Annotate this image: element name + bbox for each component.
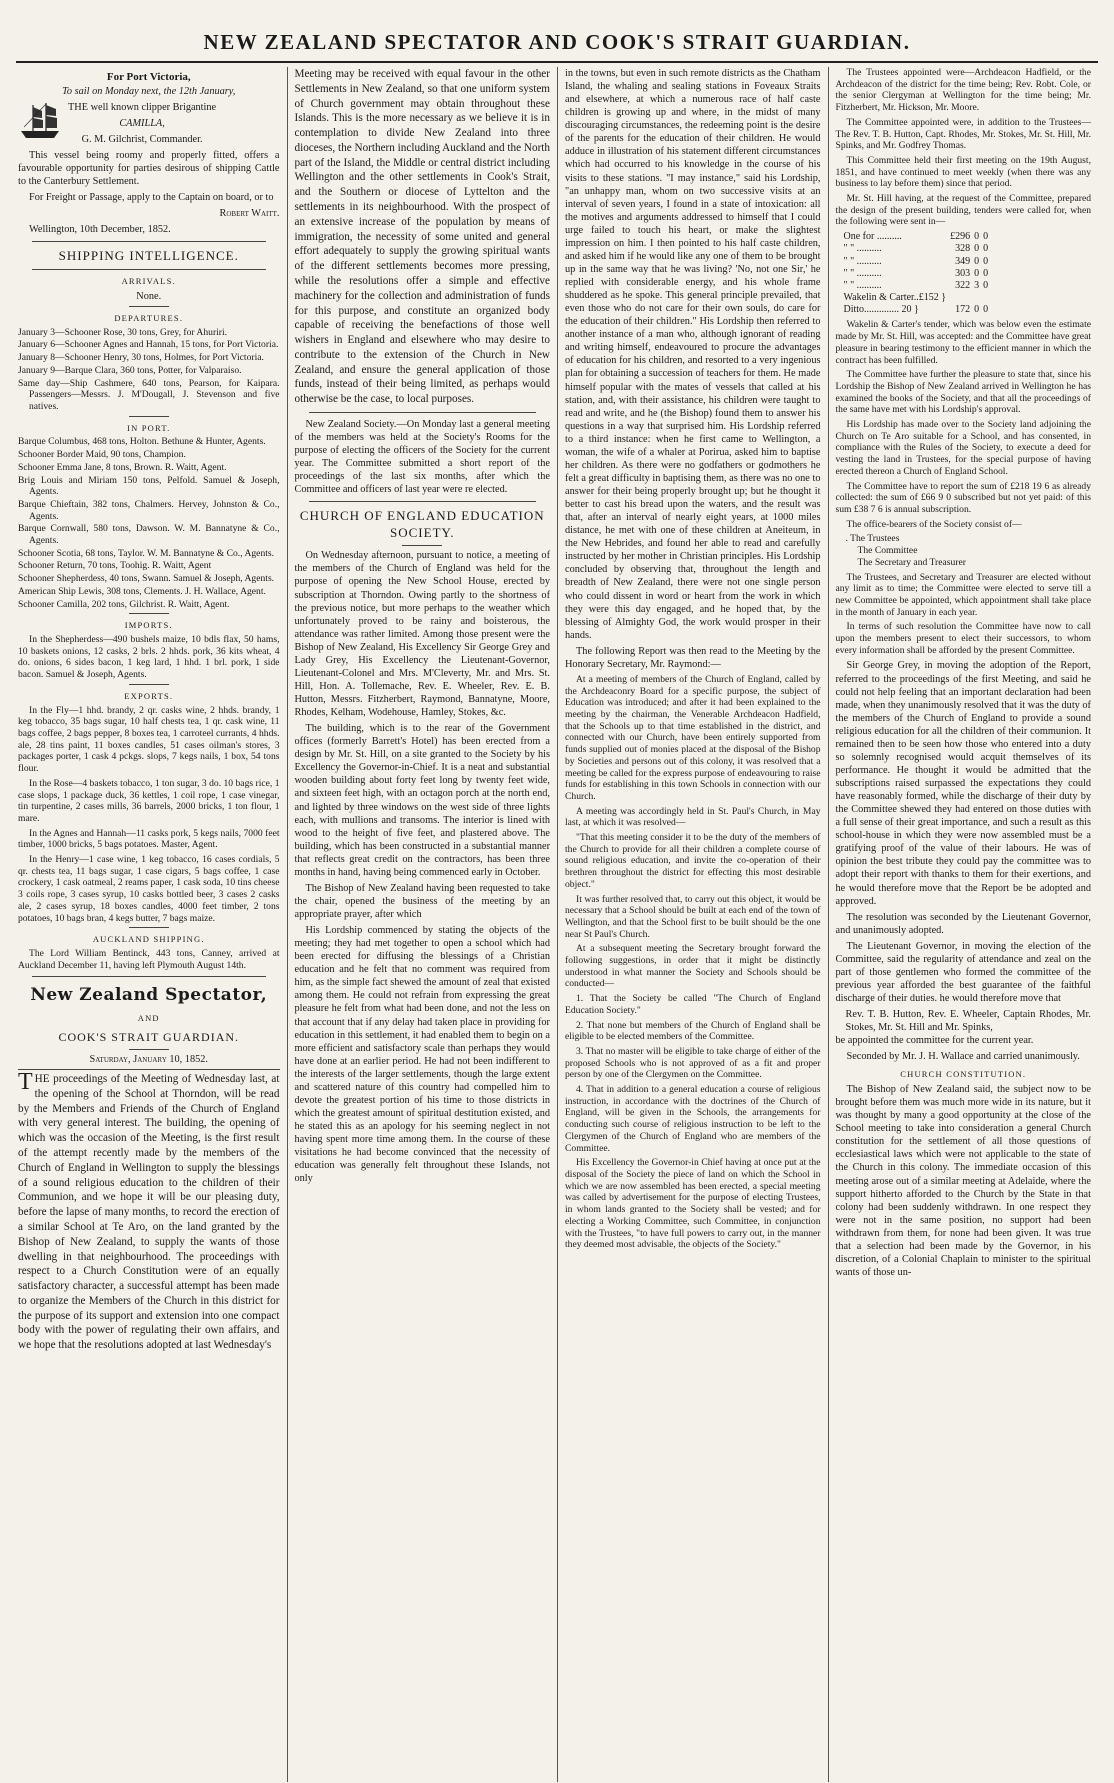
editorial-text [18, 1069, 280, 1353]
col4-paragraph-10: The Trustees, and Secretary and Treasurer are elected without any limit as to time; the Committee were elected to serve till a new Committee be appointed, which appointment shall take place in the month of January in each year. [835, 571, 1091, 618]
auckland-text: The Lord William Bentinck, 443 tons, Canney, arrived at Auckland December 11, having left Plymouth August 14th. [18, 948, 280, 971]
editorial-paper-name-2: COOK'S STRAIT GUARDIAN. [58, 1029, 240, 1044]
ceh-title: CHURCH OF ENGLAND EDUCATION SOCIETY. [299, 508, 545, 540]
arrivals-text: None. [136, 290, 162, 302]
tender-amount: 303 [955, 267, 971, 279]
col4-paragraph-4: Mr. St. Hill having, at the request of the Committee, prepared the design of the present building, tenders were called for, when the following were sent in— [835, 193, 1091, 228]
list-item: In the Agnes and Hannah—11 casks pork, 5 kegs nails, 7000 feet timber, 1000 bricks, 5 bags potatoes. Master, Agent. [18, 827, 280, 851]
advert-body-3: For Freight or Passage, apply to the Captain on board, or to [29, 192, 274, 204]
tender-label: One for .......... [843, 231, 902, 243]
list-item: Barque Chieftain, 382 tons, Chalmers. Hervey, Johnston & Co., Agents. [18, 498, 280, 522]
column-2 [287, 67, 558, 1782]
list-item: January 8—Schooner Henry, 30 tons, Holmes, for Port Victoria. [18, 352, 264, 364]
divider [309, 501, 537, 502]
table-row [842, 292, 991, 304]
report-paragraph-2: A meeting was accordingly held in St. Paul's Church, in May last, at which it was resolved— [565, 805, 821, 829]
tender-shillings [972, 292, 981, 304]
list-item: American Ship Lewis, 308 tons, Clements. J. H. Wallace, Agent. [18, 585, 266, 597]
exports-heading: EXPORTS. [124, 690, 174, 701]
advert-body-row [18, 101, 280, 149]
tender-pence: 0 [983, 243, 989, 255]
departures-heading: DEPARTURES. [114, 312, 184, 323]
list-item: In the Henry—1 case wine, 1 keg tobacco, 16 cases cordials, 5 qr. chests tea, 11 bags sugar, 1 case cigars, 5 bags coffee, 1 case crockery, 1 cask oatmeal, 2 reams paper, 1 cask soda, 10 tins cheese 3 coils rope, 3 cases syrup, 10 casks bottled beer, 3 cases 2 casks ale, 2 cases syrup, 18 boxes candles, 4000 feet timber, 2 tons potatoes, 10 bags bran, 4 kegs butter, 7 bags maize. [18, 854, 280, 924]
tender-amount: 349 [955, 255, 971, 267]
list-item: January 6—Schooner Agnes and Hannah, 15 tons, for Port Victoria. [18, 339, 279, 351]
divider [129, 1049, 169, 1050]
auckland-heading: AUCKLAND SHIPPING. [92, 934, 205, 945]
col4-paragraph-1: The Trustees appointed were—Archdeacon Hadfield, or the Archdeacon of the district for the time being; Rev. Robt. Cole, or the senior Clergyman at Wellington for the time being; Mr. Fitzherbert, Mr. Hickson, Mr. Moore. [835, 67, 1091, 114]
tender-pence: 0 [983, 255, 989, 267]
col4-paragraph-13: The resolution was seconded by the Lieutenant Governor, and unanimously adopted. [835, 911, 1091, 936]
report-paragraph-5: At a subsequent meeting the Secretary brought forward the following suggestions, in order that it might be distinctly understood in what manner the Society and Schools should be conducted— [565, 943, 821, 990]
divider [129, 927, 169, 928]
col4-paragraph-7: His Lordship has made over to the Society land adjoining the Church on Te Aro suitable for a School, and has consented, in compliance with the Rules of the Society, to execute a deed for vesting the land in Trustees, for the special purpose of having erected thereon a Church of England School. [835, 419, 1091, 477]
tender-amount: 328 [955, 243, 971, 255]
report-paragraph-1: At a meeting of members of the Church of England, called by the Archdeaconry Board for a specific purpose, the subject of Education was introduced; and after it had been explained to the meeting by the chairman, the Venerable Archdeacon Hadfield, that the Schools up to that time established in the district, and connected with our Church, have been entirely supported from funds supplied out of monies placed at the disposal of the Bishop by Societies and persons out of this colony, it was resolved that a meeting be called for the express purpose of endeavouring to raise funds for establishing in this town Schools in connection with our Church. [565, 673, 821, 802]
list-item: In the Fly—1 hhd. brandy, 2 qr. casks wine, 2 hhds. brandy, 1 keg tobacco, 35 bags sugar, 10 half chests tea, 1 qr. cask wine, 11 bags coffee, 2 bags pepper, 8 boxes tea, 1 carroteel currants, 4 hhds. ale, 28 tins paint, 11 boxes candles, 51 cases oilman's stores, 3 packages porter, 1 cask 4 pckgs. slops, 7 kegs nails, 1 box, 54 tons flour. [18, 704, 280, 775]
inport-heading: IN PORT. [127, 422, 171, 433]
editorial-paper-name: New Zealand Spectator, [30, 985, 268, 1006]
officer-item: The Secretary and Treasurer [857, 556, 966, 568]
list-item: Brig Louis and Miriam 150 tons, Pelfold. Samuel & Joseph, Agents. [18, 474, 280, 498]
advert-master: G. M. Gilchrist, Commander. [81, 134, 203, 146]
list-item: January 9—Barque Clara, 360 tons, Potter, for Valparaiso. [18, 364, 242, 376]
tenders-table [842, 231, 991, 316]
tender-amount: £296 [950, 231, 971, 243]
col4-paragraph-12: Sir George Grey, in moving the adoption of the Report, referred to the proceedings of the first Meeting, and said he could not help feeling that an important declaration had been made, when they unanimously resolved that it was the duty of the members of the Church of England to provide a sound religious education for all the children of their communion. It remained then to be seen how those who entered into a duty so solemnly recognised would acquit themselves of its performance. He thought it would be admitted that the subscriptions raised surpassed the expectations they could have reasonably formed, while the discharge of their duty by the Committee shewed they had entered on those duties with a full sense of their great importance, and such a result as this school-house in which they were now assembled must be a gratifying proof of the value of their labours. He was of opinion the best tribute they could pay the committee was to adopt their report with thanks to them for their exertions, and he would therefore move that the Report be be adopted and approved. [835, 660, 1091, 907]
tender-amount [948, 292, 972, 304]
advert-signer: Robert Waitt. [219, 208, 280, 220]
officer-item: The Committee [857, 545, 918, 557]
columns [16, 67, 1098, 1782]
divider [32, 269, 266, 270]
rule-item: 1. That the Society be called "The Church of England Education Society." [565, 993, 821, 1016]
tender-pence: 0 [983, 279, 989, 291]
advert-ship-name: CAMILLA, [119, 118, 165, 130]
tender-label: " " .......... [843, 279, 882, 291]
col3-paragraph-1: in the towns, but even in such remote districts as the Chatham Island, the whaling and sealing stations in Foveaux Straits and elsewhere, at which a numerous race of half caste children is growing up and where, in the midst of many discouraging circumstances, the redeeming point is the desire of the parents for the education of their children. He would adduce in illustration of his statement different circumstances which had occurred to his knowledge in the course of his visits to these stations. "I may instance," said his Lordship, "an unhappy man, whom on two successive visits at an interval of seven years, I found in a state of intoxication: all the motives and arguments addressed to himself that I could urge failed to touch his heart, or make the slightest impression on him. I then pointed to his half caste children, and asked him if he would like any one of them to be brought up in the same way that he was living? 'No, not one Sir,' he replied with considerable energy, and his whole frame shuddered as he spoke. This general principle prevailed, that even those who do not care for their own souls, do care for the education of their children." His Lordship then referred to another instance of a man who, although ignorant of reading and writing himself, endeavoured to procure the advantages of education for his children, and resorted to a very ingenious plan for obtaining a succession of teachers for them. He made himself popular with the mates of vessels that called at his station, and, with their assistance, his children were taught to read and write, and he (the Bishop) found them to answer his questions in a way that surprised him. His Lordship referred to a third instance: when he first came to Wellington, a woman, the wife of a whaler at Porirua, asked him to baptise her children. As there were no godfathers or godmothers he felt a great difficulty in baptising them, as there was no one to answer for their being properly brought up; but he thought it better to cast his bread upon the waters, and the result was that, after an interval of nearly eight years, at 1000 miles distance, he met with one of these children at Aneiteum, in the New Hebrides, and found her able to read and carefully instructed by her mother in Christian principles. His Lordship concluded by observing that, throughout the length and breadth of New Zealand, there were not one single person who could dissent in word or heart from the work in which they were this day engaged, and he hoped that, by the blessing of Almighty God, the work would prosper in their hands. [565, 68, 821, 641]
col4-paragraph-8: The Committee have to report the sum of £218 19 6 as already collected: the sum of £66 9 0 subscribed but not yet paid: of this sum £38 7 6 is annual subscription. [835, 480, 1091, 515]
list-item: In the Rose—4 baskets tobacco, 1 ton sugar, 3 do. 10 bags rice, 1 case slops, 1 package duck, 36 kettles, 1 coil rope, 1 case vinegar, tin turpentine, 2 cases mills, 36 barrels, 2000 bricks, 1 ton flour, 1 mare. [18, 777, 280, 824]
imports-text: In the Shepherdess—490 bushels maize, 10 bdls flax, 50 hams, 10 baskets onions, 12 casks, 2 brls. 2 hhds. pork, 36 kits wheat, 4 do. onions, 6 sides bacon, 1 keg lard, 1 hhd. 1 brl. pork, 1 side bacon. Samuel & Joseph, Agents. [18, 634, 280, 681]
divider [18, 1069, 280, 1070]
divider [129, 306, 169, 307]
col4-paragraph-9: The office-bearers of the Society consist of— [846, 518, 1022, 530]
table-row [842, 268, 991, 280]
tender-shillings: 0 [974, 304, 980, 316]
table-row [842, 280, 991, 292]
tender-shillings: 0 [974, 231, 980, 243]
ceh-paragraph-1: On Wednesday afternoon, pursuant to notice, a meeting of the members of the Church of England was held for the purpose of opening the New School House, erected by subscription at Thorndon. Owing partly to the shortness of the previous notice, but more perhaps to the weather which unfortunately proved to be rainy and boisterous, the attendance was rather limited. Among those present were the Bishop of New Zealand, His Excellency Sir George Grey and Lady Grey, His Excellency the Lieutenant-Governor, Lieutenant-Colonel and Mrs. M'Cleverty, Mr. and Mrs. St. Hill, Hon. A. Tollemache, Rev. E. Wheeler, Rev. E. B. Hutton, Messrs. Fitzherbert, Raymond, Bannatyne, Moore, Rhodes, Kelham, Wodehouse, Hamley, Stokes, &c. [294, 550, 550, 719]
divider [309, 412, 537, 413]
inport-list [18, 436, 280, 610]
tender-label: Wakelin & Carter..£152 } [843, 292, 947, 304]
col4-paragraph-3: This Committee held their first meeting on the 19th August, 1851, and have continued to meet weekly (when there was any business to lay before them) since that period. [835, 154, 1091, 190]
col4-paragraph-14: The Lieutenant Governor, in moving the election of the Committee, said the regularity of attendance and zeal on the part of those gentlemen who formed the committee of the previous year afforded the best guarantee of the faithful discharge of their duties. he would therefore move that [835, 940, 1091, 1004]
tender-amount: 172 [955, 304, 971, 316]
col4-paragraph-16: be appointed the committee for the current year. [835, 1035, 1034, 1047]
ceh-paragraph-4: His Lordship commenced by stating the objects of the meeting; they had met together to open a school which had been erected for diffusing the blessings of a Christian education and he felt that no comment was required from him, as the simple fact shewed the amount of zeal that existed among them. He could not refrain from expressing the great pleasure he felt from what had been done, and not the less on that account that if any delay had taken place in providing for education in this settlement, it had enabled them to begin on a more efficient and satisfactory scale than perhaps they would have done at an earlier period. He had not been indifferent to the interests of the larger settlements, though the large extent and scattered nature of this country had compelled him to devote the greatest portion of his time to those districts in which the greatest amount of spiritual destitution existed, and he stated this as an apology for his seeming neglect in not having spent more time among them. In the course of these visitations he had become convinced that the necessity of education was generally felt throughout these Islands, not only [294, 925, 550, 1185]
divider [129, 613, 169, 614]
tender-label: " " .......... [843, 255, 882, 267]
departures-list [18, 327, 280, 413]
society-paragraph: New Zealand Society.—On Monday last a general meeting of the members was held at the Society's Rooms for the purpose of electing the officers of the Society for the current year. The Committee submitted a short report of the proceedings of the last six months, after which the Committee and officers of last year were re elected. [294, 418, 550, 496]
advert-subheading: To sail on Monday next, the 12th January, [62, 85, 236, 97]
editorial-continued: Meeting may be received with equal favour in the other Settlements in New Zealand, so that one uniform system of Church government may obtain throughout these Islands. This is the more necessary as we believe it is in contemplation to divide New Zealand into three dioceses, the Northern including Auckland and the North part of the Island, the Middle or central district including Wellington and the other settlements in Cook's Strait, and the Southern or diocese of Lyttelton and the settlements in its neighbourhood. With the prospect of an extensive increase of the population by means of immigration, the necessity of some united and general effort adequately to supply the growing spiritual wants of the different settlements becomes more pressing, while the resolutions offer a simple and effective machinery for the collection and administration of funds for this purpose, and constitute an organized body capable of receiving the benefactions of those well wishers in England and elsewhere who may desire to contribute to the extension of the Church in New Zealand, and ensure the general application of those funds, instead of their being limited, as perhaps would otherwise be the case, to local purposes. [294, 68, 550, 406]
col4-paragraph-11: In terms of such resolution the Committee have now to call upon the members present to elect their successors, to whom every information shall be afforded by the present Committee. [835, 621, 1091, 656]
editorial-dropcap: T [18, 1069, 33, 1096]
tender-pence: 0 [983, 304, 989, 316]
col4-paragraph-18: The Bishop of New Zealand said, the subject now to be brought before them was much more wide in its nature, but it was thought by many a good opportunity at the close of the School meeting to take into consideration a general Church constitution for the settlement of all those questions of ecclesiastical laws which were not applicable to the state of the Church in this colony. The immediate occasion of this meeting arose out of a similar meeting at Adelaide, where the support hitherto afforded to the Church by the State in that colony had been suddenly withdrawn. In one respect they were not in the same position, no support had been withdrawn from them, for none had been given. It was true that a selection had been made by the Governor, in his discretion, of a Colonial Chaplain to minister to the spiritual wants of those un- [835, 1084, 1091, 1278]
report-paragraph-6: His Excellency the Governor-in Chief having at once put at the disposal of the Society the piece of land on which the School in which we are now assembled has been erected, a special meeting was called by advertisement for the purpose of electing Trustees, in whom lands granted to the Society shall be vested; and for electing a Working Committee, such Committee, in conjunction with the Trustees, "to have full powers to carry out, in the manner they deemed most advisable, the objects of the Society." [565, 1157, 821, 1251]
tender-label: Ditto.............. 20 } [843, 304, 919, 316]
column-1 [16, 67, 287, 1782]
tender-amount: 322 [955, 279, 971, 291]
list-item: Schooner Return, 70 tons, Toohig. R. Waitt, Agent [18, 560, 212, 572]
arrivals-heading: ARRIVALS. [121, 276, 176, 287]
sailing-ship-icon [18, 101, 62, 141]
list-item: Same day—Ship Cashmere, 640 tons, Pearson, for Kaipara. Passengers—Messrs. J. M'Dougall, J. Stevenson and five natives. [18, 377, 280, 412]
tender-label: " " .......... [843, 243, 882, 255]
tender-pence: 0 [983, 231, 989, 243]
list-item: January 3—Schooner Rose, 30 tons, Grey, for Ahuriri. [18, 326, 228, 338]
masthead: NEW ZEALAND SPECTATOR AND COOK'S STRAIT GUARDIAN. [16, 8, 1098, 63]
col3-paragraph-2: The following Report was then read to the Meeting by the Honorary Secretary, Mr. Raymond:— [565, 645, 821, 670]
col4-paragraph-17: Seconded by Mr. J. H. Wallace and carried unanimously. [846, 1051, 1080, 1063]
column-4 [828, 67, 1099, 1782]
list-item: Schooner Border Maid, 90 tons, Champion. [18, 449, 186, 461]
divider [129, 416, 169, 417]
advert-body-2: This vessel being roomy and properly fitted, offers a favourable opportunity for parties desirous of shipping Cattle to the Canterbury Settlement. [18, 150, 280, 188]
officer-item: . The Trustees [845, 533, 900, 545]
divider [32, 241, 266, 242]
editorial-and: AND [137, 1013, 160, 1024]
table-row [842, 231, 991, 243]
ceh-paragraph-2: The building, which is to the rear of the Government offices (formerly Barrett's Hotel) has been erected from a design by Mr. St. Hill, on a site granted to the Society by his Excellency the Governor-in-Chief. It is a neat and substantial wooden building about forty feet long by twenty feet wide, and sixteen feet high, with an octagon porch at the north end, and lighted by three windows on the west side of three lights each, with mullions and transoms. The interior is lined with wood to the height of five feet, and plastered above. The building, which has been constructed in a substantial manner that reflects great credit on the contractors, has been three months in hand, having being commenced early in October. [294, 723, 550, 878]
editorial-date: Saturday, January 10, 1852. [89, 1054, 208, 1066]
tender-shillings: 0 [974, 255, 980, 267]
church-constitution-heading: CHURCH CONSTITUTION. [900, 1069, 1027, 1080]
tender-shillings: 0 [974, 267, 980, 279]
advert-text [68, 101, 216, 149]
rule-item: 4. That in addition to a general education a course of religious instruction, in accordance with the doctrines of the Church of England, will be given in the Schools, the arrangements for conducting such course of religious instruction to be left to the Clergymen of the Church of England who are members of the Committee. [565, 1084, 821, 1154]
tender-shillings: 3 [974, 279, 980, 291]
tender-pence [981, 292, 990, 304]
divider [32, 976, 266, 977]
exports-list [18, 705, 280, 925]
report-paragraph-4: It was further resolved that, to carry out this object, it would be necessary that a School should be built at each end of the town of Wellington, and that the School first to be built should be the one near St Paul's Church. [565, 893, 821, 940]
col4-paragraph-2: The Committee appointed were, in addition to the Trustees—The Rev. T. B. Hutton, Capt. Rhodes, Mr. Stokes, Mr. St. Hill, Mr. Spinks, and Mr. Godfrey Thomas. [835, 116, 1091, 152]
table-row [842, 243, 991, 255]
ceh-paragraph-3: The Bishop of New Zealand having been requested to take the chair, opened the business of the meeting by an appropriate prayer, after which [294, 882, 550, 921]
advert-heading: For Port Victoria, [106, 71, 191, 83]
list-item: Schooner Camilla, 202 tons, Gilchrist. R. Waitt, Agent. [18, 598, 230, 610]
col4-paragraph-15: Rev. T. B. Hutton, Rev. E. Wheeler, Captain Rhodes, Mr. Stokes, Mr. St. Hill and Mr. Spinks, [845, 1009, 1091, 1034]
tender-shillings: 0 [974, 243, 980, 255]
imports-heading: IMPORTS. [124, 620, 173, 631]
list-item: Schooner Scotia, 68 tons, Taylor. W. M. Bannatyne & Co., Agents. [18, 547, 275, 559]
col4-paragraph-6: The Committee have further the pleasure to state that, since his Lordship the Bishop of New Zealand arrived in Wellington he has examined the books of the Society, and that all the proceedings of the same have met with his Lordship's approval. [835, 369, 1091, 416]
report-paragraph-3: "That this meeting consider it to be the duty of the members of the Church to provide for all their children a complete course of sound religious education, and invite the co-operation of their brethren throughout the district for effecting this most desirable object." [565, 832, 821, 890]
advert-date: Wellington, 10th December, 1852. [29, 223, 171, 235]
list-item: Barque Cornwall, 580 tons, Dawson. W. M. Bannatyne & Co., Agents. [18, 523, 280, 547]
rule-item: 2. That none but members of the Church of England shall be eligible to be elected members of the Committee. [565, 1019, 821, 1043]
table-row [842, 304, 991, 316]
advert-body-1: THE well known clipper Brigantine [68, 102, 217, 114]
list-item: Schooner Emma Jane, 8 tons, Brown. R. Waitt, Agent. [18, 461, 227, 473]
list-item: Schooner Shepherdess, 40 tons, Swann. Samuel & Joseph, Agents. [18, 573, 275, 585]
shipping-title: SHIPPING INTELLIGENCE. [58, 247, 239, 263]
divider [129, 684, 169, 685]
divider [402, 545, 442, 546]
tender-label: " " .......... [843, 267, 882, 279]
list-item: Barque Columbus, 468 tons, Holton. Bethune & Hunter, Agents. [18, 436, 266, 448]
col4-paragraph-5: Wakelin & Carter's tender, which was below even the estimate made by Mr. St. Hill, was accepted: and the Committee have great pleasure in bearing testimony to the efficient manner in which the contract has been fulfilled. [835, 319, 1091, 366]
table-row [842, 256, 991, 268]
rule-item: 3. That no master will be eligible to take charge of either of the proposed Schools who is not approved of as a fit and proper person by one of the Clergymen on the Committee. [565, 1045, 821, 1081]
tender-pence: 0 [983, 267, 989, 279]
editorial-body: HE proceedings of the Meeting of Wednesday last, at the opening of the School at Thorndon, will be read by the Members and Friends of the Church of England with very general interest. The building, the opening of which was the occasion of the Meeting, is the first result of the attempt recently made by the members of the Church of England in Wellington to supply the blessings of a sound religious education to the children of their Communion, and we hope it will be our pleasing duty, before the lapse of many months, to record the erection of a similar School at Te Aro, on the land granted by the Bishop of New Zealand, to supply the wants of those dwelling in that neighbourhood. The proceedings with respect to a Church Constitution were of an equally satisfactory character, a successful attempt has been made to organize the Members of the Church in this district for the purpose of its support and extension into one compact body with the power of regulating their own affairs, and we hope that the resolutions adopted at last Wednesday's [18, 1073, 280, 1352]
column-3 [557, 67, 828, 1782]
